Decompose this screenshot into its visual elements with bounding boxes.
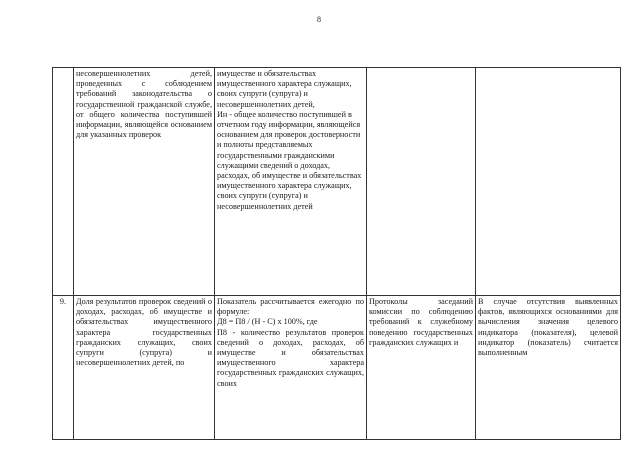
formula-line: имуществе и обязательствах имущественного характера служащих, своих супруги (супруга) и несовершеннолетних детей, xyxy=(217,69,352,109)
table-row xyxy=(53,68,621,296)
indicators-table xyxy=(52,67,621,440)
note-cell: В случае отсутствия выявленных фактов, являющихся основаниями для вычисления значения целевого индикатора (показателя), целевой индикатор (показатель) считается выполненным xyxy=(476,296,621,440)
indicator-name-cell: Доля результатов проверок сведений о доходах, расходах, об имуществе и обязательствах имущественного характера государственных гражданских служащих, своих супруги (супруга) и несовершеннолетних детей, по xyxy=(74,296,215,440)
data-source-cell: Протоколы заседаний комиссии по соблюдению требований к служебному поведению государственных гражданских служащих и xyxy=(367,296,476,440)
formula-line: Д8 = П8 / (Н - С) х 100%, где xyxy=(217,317,318,327)
note-cell xyxy=(476,68,621,296)
calculation-method-cell xyxy=(215,296,367,440)
formula-line: Показатель рассчитывается ежегодно по формуле: xyxy=(217,297,364,317)
table-row xyxy=(53,296,621,440)
formula-line: Ин - общее количество поступившей в отчетном году информации, являющейся основанием для проверок достоверности и полноты представляемых государственными гражданскими служащими сведений о доходах, расходах, об имуществе и обязательствах имущественного характера служащих, своих супруги (супруга) и несовершеннолетних детей xyxy=(217,109,362,211)
data-source-cell xyxy=(367,68,476,296)
calculation-method-cell xyxy=(215,68,367,296)
row-number-cell xyxy=(53,68,74,296)
page-number: 8 xyxy=(317,15,321,24)
row-number-cell: 9. xyxy=(53,296,74,440)
indicator-name-cell: несовершеннолетних детей, проведенных с соблюдением требований законодательства о государственной гражданской службе, от общего количества поступившей информации, являющейся основанием для указанных проверок xyxy=(74,68,215,296)
formula-line: П8 - количество результатов проверок сведений о доходах, расходах, об имуществе и обязательствах имущественного характера государственных гражданских служащих, своих xyxy=(217,327,364,388)
